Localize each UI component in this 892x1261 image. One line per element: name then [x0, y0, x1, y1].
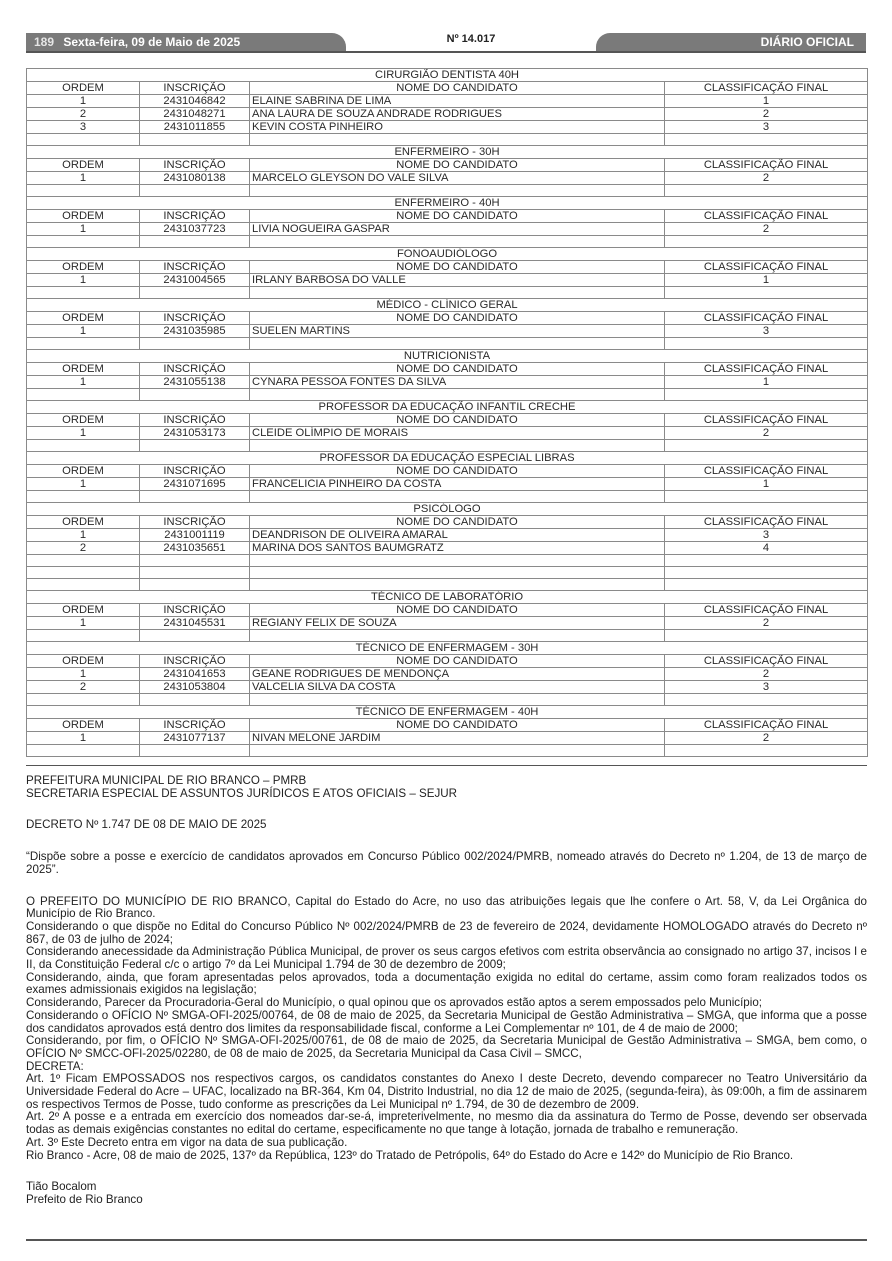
- column-header-classificacao: CLASSIFICAÇÃO FINAL: [665, 719, 868, 732]
- cell-inscricao: 2431048271: [140, 108, 250, 121]
- blank-cell: [27, 236, 140, 248]
- section-title-row: [27, 197, 868, 210]
- blank-cell: [665, 567, 868, 579]
- cell-nome: CLEIDE OLÍMPIO DE MORAIS: [250, 427, 665, 440]
- cell-nome: ANA LAURA DE SOUZA ANDRADE RODRIGUES: [250, 108, 665, 121]
- cell-ordem: 1: [27, 478, 140, 491]
- blank-cell: [27, 440, 140, 452]
- cell-nome: SUELEN MARTINS: [250, 325, 665, 338]
- decree-paragraph: DECRETA:: [26, 1059, 84, 1073]
- cell-classificacao: 2: [665, 617, 868, 630]
- cell-ordem: 1: [27, 95, 140, 108]
- blank-cell: [27, 491, 140, 503]
- column-header-inscricao: INSCRIÇÃO: [140, 261, 250, 274]
- blank-cell: [665, 185, 868, 197]
- column-header-nome: NOME DO CANDIDATO: [250, 159, 665, 172]
- blank-cell: [27, 579, 140, 591]
- cell-classificacao: 1: [665, 376, 868, 389]
- cell-nome: CYNARA PESSOA FONTES DA SILVA: [250, 376, 665, 389]
- cell-classificacao: 2: [665, 108, 868, 121]
- blank-row: [27, 567, 868, 579]
- org-line-2: SECRETARIA ESPECIAL DE ASSUNTOS JURÍDICOS E ATOS OFICIAIS – SEJUR: [26, 786, 458, 800]
- column-header-classificacao: CLASSIFICAÇÃO FINAL: [665, 82, 868, 95]
- section-divider: [26, 765, 867, 766]
- blank-cell: [140, 555, 250, 567]
- header-divider: [26, 51, 866, 53]
- blank-cell: [665, 630, 868, 642]
- blank-cell: [27, 134, 140, 146]
- cell-nome: ELAINE SABRINA DE LIMA: [250, 95, 665, 108]
- cell-ordem: 2: [27, 681, 140, 694]
- blank-cell: [665, 338, 868, 350]
- blank-cell: [250, 579, 665, 591]
- decree-paragraph: Considerando, ainda, que foram apresentadas pelos aprovados, toda a documentação exigida no edital do certame, assim como foram realizados todos os exames admissionais exigidos na legislação;: [26, 970, 867, 997]
- column-header-nome: NOME DO CANDIDATO: [250, 655, 665, 668]
- cell-inscricao: 2431046842: [140, 95, 250, 108]
- table-row: [27, 325, 868, 338]
- cell-inscricao: 2431035651: [140, 542, 250, 555]
- blank-cell: [250, 630, 665, 642]
- cell-ordem: 1: [27, 172, 140, 185]
- blank-cell: [250, 185, 665, 197]
- table-row: [27, 95, 868, 108]
- cell-classificacao: 4: [665, 542, 868, 555]
- blank-cell: [250, 287, 665, 299]
- blank-row: [27, 338, 868, 350]
- blank-row: [27, 745, 868, 757]
- column-header-nome: NOME DO CANDIDATO: [250, 465, 665, 478]
- column-header-ordem: ORDEM: [27, 312, 140, 325]
- decree-ementa: “Dispõe sobre a posse e exercício de candidatos aprovados em Concurso Público 002/2024/PMRB, nomeado através do Decreto nº 1.204, de 13 de março de 2025”.: [26, 850, 867, 876]
- blank-row: [27, 440, 868, 452]
- decree-paragraph: Art. 2º A posse e a entrada em exercício dos nomeados dar-se-á, impreterivelmente, no mesmo dia da assinatura do Termo de Posse, devendo ser observada todas as demais exigências constantes no edital do certame, especificamente no que tange à lotação, jornada de trabalho e remuneração.: [26, 1110, 867, 1137]
- table-row: [27, 172, 868, 185]
- column-header-ordem: ORDEM: [27, 363, 140, 376]
- column-header-nome: NOME DO CANDIDATO: [250, 516, 665, 529]
- column-header-nome: NOME DO CANDIDATO: [250, 414, 665, 427]
- column-header-inscricao: INSCRIÇÃO: [140, 465, 250, 478]
- cell-classificacao: 1: [665, 274, 868, 287]
- cell-inscricao: 2431011855: [140, 121, 250, 134]
- blank-cell: [140, 745, 250, 757]
- column-header-classificacao: CLASSIFICAÇÃO FINAL: [665, 312, 868, 325]
- column-header-row: [27, 516, 868, 529]
- blank-cell: [665, 389, 868, 401]
- cell-nome: KEVIN COSTA PINHEIRO: [250, 121, 665, 134]
- column-header-ordem: ORDEM: [27, 655, 140, 668]
- column-header-ordem: ORDEM: [27, 82, 140, 95]
- column-header-nome: NOME DO CANDIDATO: [250, 719, 665, 732]
- column-header-inscricao: INSCRIÇÃO: [140, 604, 250, 617]
- section-title-row: [27, 146, 868, 159]
- cell-inscricao: 2431045531: [140, 617, 250, 630]
- column-header-ordem: ORDEM: [27, 516, 140, 529]
- column-header-classificacao: CLASSIFICAÇÃO FINAL: [665, 159, 868, 172]
- blank-row: [27, 134, 868, 146]
- blank-row: [27, 389, 868, 401]
- blank-cell: [27, 630, 140, 642]
- blank-cell: [27, 389, 140, 401]
- table-row: [27, 681, 868, 694]
- cell-classificacao: 2: [665, 427, 868, 440]
- cell-ordem: 1: [27, 274, 140, 287]
- blank-row: [27, 236, 868, 248]
- section-title-row: [27, 299, 868, 312]
- column-header-classificacao: CLASSIFICAÇÃO FINAL: [665, 516, 868, 529]
- cell-inscricao: 2431071695: [140, 478, 250, 491]
- cell-inscricao: 2431080138: [140, 172, 250, 185]
- column-header-nome: NOME DO CANDIDATO: [250, 261, 665, 274]
- blank-cell: [250, 440, 665, 452]
- blank-cell: [140, 134, 250, 146]
- signature-role: Prefeito de Rio Branco: [26, 1192, 143, 1206]
- table-row: [27, 478, 868, 491]
- blank-cell: [665, 134, 868, 146]
- table-row: [27, 427, 868, 440]
- cell-ordem: 1: [27, 529, 140, 542]
- cell-ordem: 3: [27, 121, 140, 134]
- footer-divider: [26, 1239, 867, 1241]
- blank-row: [27, 579, 868, 591]
- section-title-row: [27, 69, 868, 82]
- cell-inscricao: 2431055138: [140, 376, 250, 389]
- cell-classificacao: 3: [665, 681, 868, 694]
- blank-cell: [27, 567, 140, 579]
- section-title: CIRURGIÃO DENTISTA 40H: [27, 69, 868, 82]
- blank-cell: [250, 745, 665, 757]
- section-title: ENFERMEIRO - 40H: [27, 197, 868, 210]
- decree-title: DECRETO Nº 1.747 DE 08 DE MAIO DE 2025: [26, 818, 267, 832]
- cell-classificacao: 3: [665, 325, 868, 338]
- blank-cell: [140, 338, 250, 350]
- cell-classificacao: 1: [665, 478, 868, 491]
- decree-document: [26, 775, 867, 1207]
- column-header-nome: NOME DO CANDIDATO: [250, 604, 665, 617]
- column-header-row: [27, 210, 868, 223]
- column-header-row: [27, 604, 868, 617]
- column-header-inscricao: INSCRIÇÃO: [140, 312, 250, 325]
- blank-cell: [250, 236, 665, 248]
- table-row: [27, 542, 868, 555]
- results-table: [26, 68, 868, 757]
- table-row: [27, 121, 868, 134]
- section-title: ENFERMEIRO - 30H: [27, 146, 868, 159]
- column-header-classificacao: CLASSIFICAÇÃO FINAL: [665, 261, 868, 274]
- cell-inscricao: 2431004565: [140, 274, 250, 287]
- column-header-ordem: ORDEM: [27, 719, 140, 732]
- cell-ordem: 1: [27, 668, 140, 681]
- section-title-row: [27, 503, 868, 516]
- blank-cell: [665, 236, 868, 248]
- column-header-inscricao: INSCRIÇÃO: [140, 414, 250, 427]
- blank-cell: [140, 491, 250, 503]
- blank-cell: [27, 694, 140, 706]
- section-title-row: [27, 401, 868, 414]
- blank-cell: [27, 338, 140, 350]
- blank-cell: [250, 134, 665, 146]
- blank-cell: [665, 287, 868, 299]
- blank-cell: [665, 579, 868, 591]
- table-row: [27, 376, 868, 389]
- decree-paragraph: Rio Branco - Acre, 08 de maio de 2025, 137º da República, 123º do Tratado de Petrópolis, 64º do Estado do Acre e 142º do Município de Rio Branco.: [26, 1148, 794, 1162]
- table-row: [27, 529, 868, 542]
- blank-cell: [140, 579, 250, 591]
- blank-cell: [665, 745, 868, 757]
- column-header-row: [27, 414, 868, 427]
- cell-nome: LIVIA NOGUEIRA GASPAR: [250, 223, 665, 236]
- cell-classificacao: 2: [665, 732, 868, 745]
- cell-ordem: 1: [27, 325, 140, 338]
- section-title: TÉCNICO DE ENFERMAGEM - 30H: [27, 642, 868, 655]
- cell-inscricao: 2431053804: [140, 681, 250, 694]
- issue-number: Nº 14.017: [446, 33, 496, 45]
- publication-name: DIÁRIO OFICIAL: [611, 33, 866, 51]
- cell-classificacao: 3: [665, 529, 868, 542]
- blank-cell: [27, 555, 140, 567]
- cell-nome: DEANDRISON DE OLIVEIRA AMARAL: [250, 529, 665, 542]
- table-row: [27, 274, 868, 287]
- header-date-bar: [26, 33, 326, 51]
- column-header-row: [27, 261, 868, 274]
- table-row: [27, 223, 868, 236]
- decree-paragraph: Art. 1º Ficam EMPOSSADOS nos respectivos cargos, os candidatos constantes do Anexo I deste Decreto, devendo comparecer no Teatro Universitário da Universidade Federal do Acre – UFAC, localizado na BR-364, Km 04, Distrito Industrial, no dia 12 de maio de 2025, (segunda-feira), às 09:00h, a fim de assinarem os respectivos Termos de Posse, tudo conforme as prescrições da Lei Municipal nº 1.794, de 30 de dezembro de 2009.: [26, 1072, 867, 1111]
- blank-cell: [665, 555, 868, 567]
- blank-cell: [140, 630, 250, 642]
- section-title-row: [27, 452, 868, 465]
- decree-paragraph: Considerando anecessidade da Administração Pública Municipal, de prover os seus cargos efetivos com estrita observância ao consignado no artigo 37, incisos I e II, da Constituição Federal c/c o artigo 7º da Lei Municipal 1.794 de 30 de dezembro de 2009;: [26, 945, 867, 972]
- section-title: PROFESSOR DA EDUCAÇÃO INFANTIL CRECHE: [27, 401, 868, 414]
- blank-row: [27, 694, 868, 706]
- column-header-classificacao: CLASSIFICAÇÃO FINAL: [665, 210, 868, 223]
- decree-paragraph: Considerando o OFÍCIO Nº SMGA-OFI-2025/00764, de 08 de maio de 2025, da Secretaria Municipal de Gestão Administrativa – SMGA, que informa que a posse dos candidatos aprovados está dentro dos limites da responsabilidade fiscal, conforme a Lei Complementar nº 101, de 4 de maio de 2000;: [26, 1008, 867, 1035]
- results-table-body: [27, 69, 868, 757]
- decree-paragraph: Considerando, Parecer da Procuradoria-Geral do Município, o qual opinou que os aprovados estão aptos a serem empossados pelo Município;: [26, 996, 762, 1010]
- column-header-ordem: ORDEM: [27, 210, 140, 223]
- column-header-classificacao: CLASSIFICAÇÃO FINAL: [665, 465, 868, 478]
- cell-ordem: 2: [27, 108, 140, 121]
- blank-cell: [250, 338, 665, 350]
- section-title-row: [27, 350, 868, 363]
- section-title-row: [27, 248, 868, 261]
- page-number: 189: [34, 35, 55, 49]
- column-header-ordem: ORDEM: [27, 159, 140, 172]
- blank-cell: [250, 555, 665, 567]
- cell-nome: IRLANY BARBOSA DO VALLE: [250, 274, 665, 287]
- cell-classificacao: 2: [665, 223, 868, 236]
- decree-paragraph: O PREFEITO DO MUNICÍPIO DE RIO BRANCO, Capital do Estado do Acre, no uso das atribuições legais que lhe confere o Art. 58, V, da Lei Orgânica do Município de Rio Branco.: [26, 894, 867, 921]
- column-header-inscricao: INSCRIÇÃO: [140, 655, 250, 668]
- column-header-ordem: ORDEM: [27, 261, 140, 274]
- blank-cell: [250, 389, 665, 401]
- blank-row: [27, 491, 868, 503]
- section-title-row: [27, 706, 868, 719]
- cell-ordem: 1: [27, 732, 140, 745]
- column-header-nome: NOME DO CANDIDATO: [250, 312, 665, 325]
- column-header-nome: NOME DO CANDIDATO: [250, 363, 665, 376]
- cell-nome: REGIANY FELIX DE SOUZA: [250, 617, 665, 630]
- column-header-row: [27, 719, 868, 732]
- blank-cell: [140, 440, 250, 452]
- section-title: PROFESSOR DA EDUCAÇÃO ESPECIAL LIBRAS: [27, 452, 868, 465]
- cell-inscricao: 2431041653: [140, 668, 250, 681]
- cell-nome: MARINA DOS SANTOS BAUMGRATZ: [250, 542, 665, 555]
- column-header-row: [27, 363, 868, 376]
- column-header-row: [27, 655, 868, 668]
- column-header-inscricao: INSCRIÇÃO: [140, 363, 250, 376]
- cell-nome: FRANCELICIA PINHEIRO DA COSTA: [250, 478, 665, 491]
- blank-cell: [140, 236, 250, 248]
- blank-cell: [665, 694, 868, 706]
- blank-row: [27, 185, 868, 197]
- blank-cell: [27, 287, 140, 299]
- section-title: NUTRICIONISTA: [27, 350, 868, 363]
- blank-cell: [27, 185, 140, 197]
- section-title-row: [27, 642, 868, 655]
- cell-nome: NIVAN MELONE JARDIM: [250, 732, 665, 745]
- blank-cell: [140, 389, 250, 401]
- blank-cell: [140, 567, 250, 579]
- column-header-inscricao: INSCRIÇÃO: [140, 516, 250, 529]
- column-header-inscricao: INSCRIÇÃO: [140, 159, 250, 172]
- column-header-nome: NOME DO CANDIDATO: [250, 82, 665, 95]
- column-header-classificacao: CLASSIFICAÇÃO FINAL: [665, 414, 868, 427]
- header-date: Sexta-feira, 09 de Maio de 2025: [63, 35, 241, 49]
- cell-ordem: 1: [27, 617, 140, 630]
- column-header-row: [27, 82, 868, 95]
- column-header-classificacao: CLASSIFICAÇÃO FINAL: [665, 655, 868, 668]
- cell-ordem: 1: [27, 223, 140, 236]
- cell-classificacao: 2: [665, 668, 868, 681]
- column-header-inscricao: INSCRIÇÃO: [140, 82, 250, 95]
- org-line-1: PREFEITURA MUNICIPAL DE RIO BRANCO – PMRB: [26, 774, 307, 787]
- column-header-row: [27, 465, 868, 478]
- cell-classificacao: 3: [665, 121, 868, 134]
- blank-row: [27, 287, 868, 299]
- cell-inscricao: 2431077137: [140, 732, 250, 745]
- decree-paragraph: Considerando o que dispõe no Edital do Concurso Público Nº 002/2024/PMRB de 23 de fevereiro de 2024, devidamente HOMOLOGADO através do Decreto nº 867, de 03 de julho de 2024;: [26, 919, 867, 946]
- column-header-ordem: ORDEM: [27, 465, 140, 478]
- section-title: TÉCNICO DE LABORATÓRIO: [27, 591, 868, 604]
- cell-classificacao: 2: [665, 172, 868, 185]
- section-title: PSICÓLOGO: [27, 503, 868, 516]
- cell-inscricao: 2431001119: [140, 529, 250, 542]
- cell-nome: VALCELIA SILVA DA COSTA: [250, 681, 665, 694]
- blank-cell: [250, 694, 665, 706]
- page-header: [26, 33, 866, 51]
- blank-cell: [140, 287, 250, 299]
- blank-row: [27, 555, 868, 567]
- column-header-nome: NOME DO CANDIDATO: [250, 210, 665, 223]
- section-title: TÉCNICO DE ENFERMAGEM - 40H: [27, 706, 868, 719]
- decree-paragraph: Considerando, por fim, o OFÍCIO Nº SMGA-OFI-2025/00761, de 08 de maio de 2025, da Secretaria Municipal de Gestão Administrativa – SMGA, bem como, o OFÍCIO Nº SMCC-OFI-2025/02280, de 08 de maio de 2025, da Secretaria Municipal da Casa Civil – SMCC,: [26, 1034, 867, 1060]
- table-row: [27, 617, 868, 630]
- table-row: [27, 668, 868, 681]
- blank-cell: [250, 567, 665, 579]
- cell-ordem: 2: [27, 542, 140, 555]
- column-header-classificacao: CLASSIFICAÇÃO FINAL: [665, 604, 868, 617]
- section-title-row: [27, 591, 868, 604]
- blank-cell: [665, 491, 868, 503]
- blank-cell: [140, 694, 250, 706]
- cell-inscricao: 2431035985: [140, 325, 250, 338]
- table-row: [27, 108, 868, 121]
- blank-cell: [665, 440, 868, 452]
- cell-ordem: 1: [27, 376, 140, 389]
- decree-body: [26, 896, 867, 1163]
- column-header-classificacao: CLASSIFICAÇÃO FINAL: [665, 363, 868, 376]
- signature-name: Tião Bocalom: [26, 1180, 97, 1194]
- column-header-row: [27, 312, 868, 325]
- section-title: FONOAUDIÓLOGO: [27, 248, 868, 261]
- cell-nome: MARCELO GLEYSON DO VALE SILVA: [250, 172, 665, 185]
- column-header-row: [27, 159, 868, 172]
- column-header-ordem: ORDEM: [27, 604, 140, 617]
- blank-cell: [250, 491, 665, 503]
- blank-cell: [27, 745, 140, 757]
- decree-paragraph: Art. 3º Este Decreto entra em vigor na data de sua publicação.: [26, 1135, 348, 1149]
- column-header-inscricao: INSCRIÇÃO: [140, 210, 250, 223]
- cell-ordem: 1: [27, 427, 140, 440]
- column-header-ordem: ORDEM: [27, 414, 140, 427]
- section-title: MÉDICO - CLÍNICO GERAL: [27, 299, 868, 312]
- blank-row: [27, 630, 868, 642]
- cell-nome: GEANE RODRIGUES DE MENDONÇA: [250, 668, 665, 681]
- cell-classificacao: 1: [665, 95, 868, 108]
- table-row: [27, 732, 868, 745]
- cell-inscricao: 2431037723: [140, 223, 250, 236]
- cell-inscricao: 2431053173: [140, 427, 250, 440]
- column-header-inscricao: INSCRIÇÃO: [140, 719, 250, 732]
- blank-cell: [140, 185, 250, 197]
